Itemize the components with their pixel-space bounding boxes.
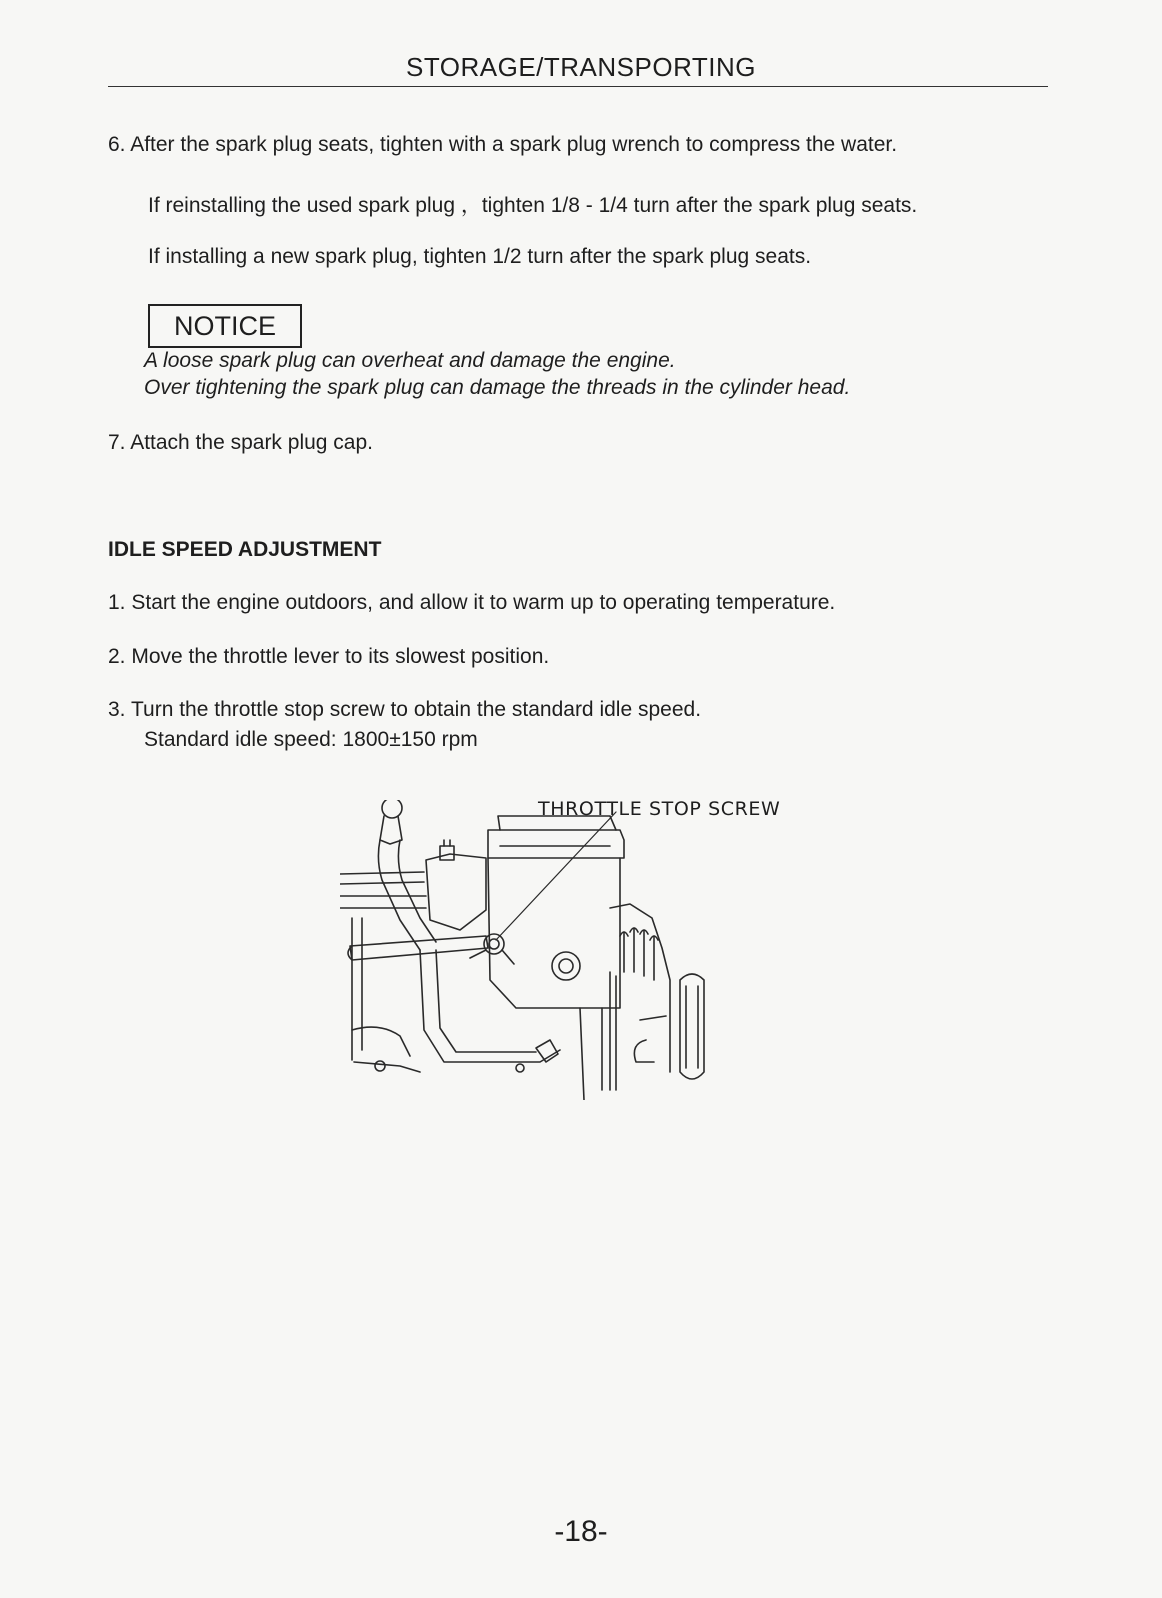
notice-label: NOTICE: [148, 304, 302, 348]
step-6: 6. After the spark plug seats, tighten with a spark plug wrench to compress the water.: [108, 133, 898, 156]
notice-line-1: A loose spark plug can overheat and damage the engine.: [144, 349, 676, 372]
section-heading: IDLE SPEED ADJUSTMENT: [108, 538, 382, 561]
step-6-used-plug-note: If reinstalling the used spark plug ，tighten 1/8 - 1/4 turn after the spark plug seats.: [148, 194, 918, 217]
header-rule: [108, 86, 1048, 87]
step-7: 7. Attach the spark plug cap.: [108, 431, 374, 454]
idle-step-2: 2. Move the throttle lever to its slowest position.: [108, 645, 550, 668]
idle-step-1: 1. Start the engine outdoors, and allow it to warm up to operating temperature.: [108, 591, 836, 614]
page-number: -18-: [554, 1515, 608, 1548]
idle-step-3: 3. Turn the throttle stop screw to obtain the standard idle speed.: [108, 698, 702, 721]
figure-callout-label: THROTTLE STOP SCREW: [538, 798, 781, 820]
throttle-stop-screw-illustration: [340, 800, 740, 1100]
page-header-title: STORAGE/TRANSPORTING: [406, 52, 756, 82]
standard-idle-speed: Standard idle speed: 1800±150 rpm: [144, 728, 478, 751]
step-6-new-plug-note: If installing a new spark plug, tighten 1/2 turn after the spark plug seats.: [148, 245, 812, 268]
notice-line-2: Over tightening the spark plug can damage the threads in the cylinder head.: [144, 376, 851, 399]
